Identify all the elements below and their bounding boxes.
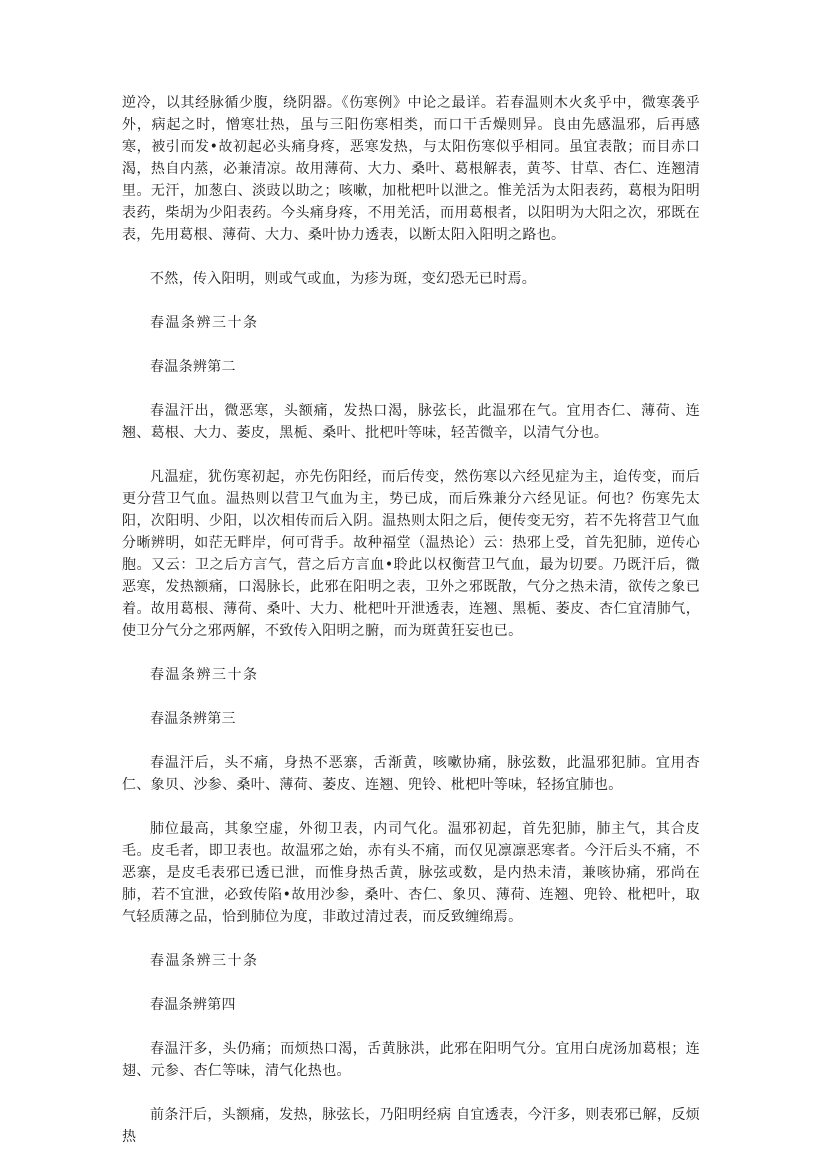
section-heading: 春温条辨三十条 bbox=[150, 667, 259, 683]
body-paragraph: 凡温症，犹伤寒初起，亦先伤阳经，而后传变，然伤寒以六经见症为主，迨传变，而后更分营卫气血。温热则以营卫气血为主，势已成，而后殊兼分六经见证。何也？伤寒先太阳，次阳明、少阳，以次相传而后入阴。温热则太阳之后，便传变无穷，若不先将营卫气血分晰辨明，如茫无畔岸，何可背手。故种福堂（温热论）云：热邪上受，首先犯肺，逆传心胞。又云：卫之后方言气，营之后方言血•聆此以权衡营卫气血，最为切要。乃既汗后，微恶寒，发热额痛，口渴脉长，此邪在阳明之表，卫外之邪既散，气分之热未清，欲传之象已着。故用葛根、薄荷、桑叶、大力、枇杷叶开泄透表，连翘、黑栀、萎皮、杏仁宜清肺气，使卫分气分之邪两解，不致传入阳明之腑，而为斑黄狂妄也已。 bbox=[122, 469, 700, 639]
section-heading: 春温条辨三十条 bbox=[150, 953, 259, 969]
body-paragraph: 春温汗后，头不痛，身热不恶寨，舌渐黄，咳嗽协痛，脉弦数，此温邪犯肺。宜用杏仁、象贝、沙参、桑叶、薄荷、萎皮、连翘、兜铃、枇杷叶等味，轻扬宜肺也。 bbox=[122, 755, 700, 793]
body-paragraph: 逆冷，以其经脉循少腹，绕阴器。《伤寒例》中论之最详。若春温则木火炙乎中，微寒袭乎外，病起之时，憎寒壮热，虽与三阳伤寒相类，而口干舌燥则异。良由先感温邪，后再感寒，被引而发•故初起必头痛身疼，恶寒发热，与太阳伤寒似乎相同。虽宜表散；而目赤口渴，热自内蒸，必兼清凉。故用薄荷、大力、桑叶、葛根解表，黄芩、甘草、杏仁、连翘清里。无汗，加葱白、淡豉以助之；咳嗽，加枇杷叶以泄之。惟羌活为太阳表药，葛根为阳明表药，柴胡为少阳表药。今头痛身疼，不用羌活，而用葛根者，以阳明为大阳之次，邪既在表，先用葛根、薄荷、大力、桑叶协力透表，以断太阳入阳明之路也。 bbox=[122, 95, 700, 243]
body-paragraph: 不然，传入阳明，则或气或血，为疹为斑，变幻恐无已时焉。 bbox=[150, 271, 537, 287]
section-heading: 春温条辨三十条 bbox=[150, 315, 259, 331]
section-heading: 春温条辨第三 bbox=[150, 711, 236, 727]
section-heading: 春温条辨第二 bbox=[150, 359, 236, 375]
body-paragraph: 春温汗多，头仍痛；而烦热口渴，舌黄脉洪，此邪在阳明气分。宜用白虎汤加葛根；连翅、元参、杏仁等味，清气化热也。 bbox=[122, 1041, 700, 1079]
document-page bbox=[122, 92, 700, 1170]
body-paragraph: 前条汗后，头额痛，发热，脉弦长，乃阳明经病 自宜透表，今汗多，则表邪已解，反烦热 bbox=[122, 1107, 700, 1145]
body-paragraph: 春温汗出，微恶寒，头额痛，发热口渴，脉弦长，此温邪在气。宜用杏仁、薄荷、连翘、葛根、大力、萎皮，黑栀、桑叶、批杷叶等味，轻苦微辛，以清气分也。 bbox=[122, 403, 700, 441]
body-paragraph: 肺位最高，其象空虚，外彻卫表，内司气化。温邪初起，首先犯肺，肺主气，其合皮毛。皮毛者，即卫表也。故温邪之始，赤有头不痛，而仅见凛凛恶寒者。今汗后头不痛，不恶寨，是皮毛表邪已透已泄，而惟身热舌黄，脉弦或数，是内热未清，兼咳协痛，邪尚在肺，若不宜泄，必致传陷•故用沙参，桑叶、杏仁、象贝、薄荷、连翘、兜铃、枇杷叶，取气轻质薄之品，恰到肺位为度，非敢过清过表，而反致缠绵焉。 bbox=[122, 821, 700, 925]
section-heading: 春温条辨第四 bbox=[150, 997, 236, 1013]
